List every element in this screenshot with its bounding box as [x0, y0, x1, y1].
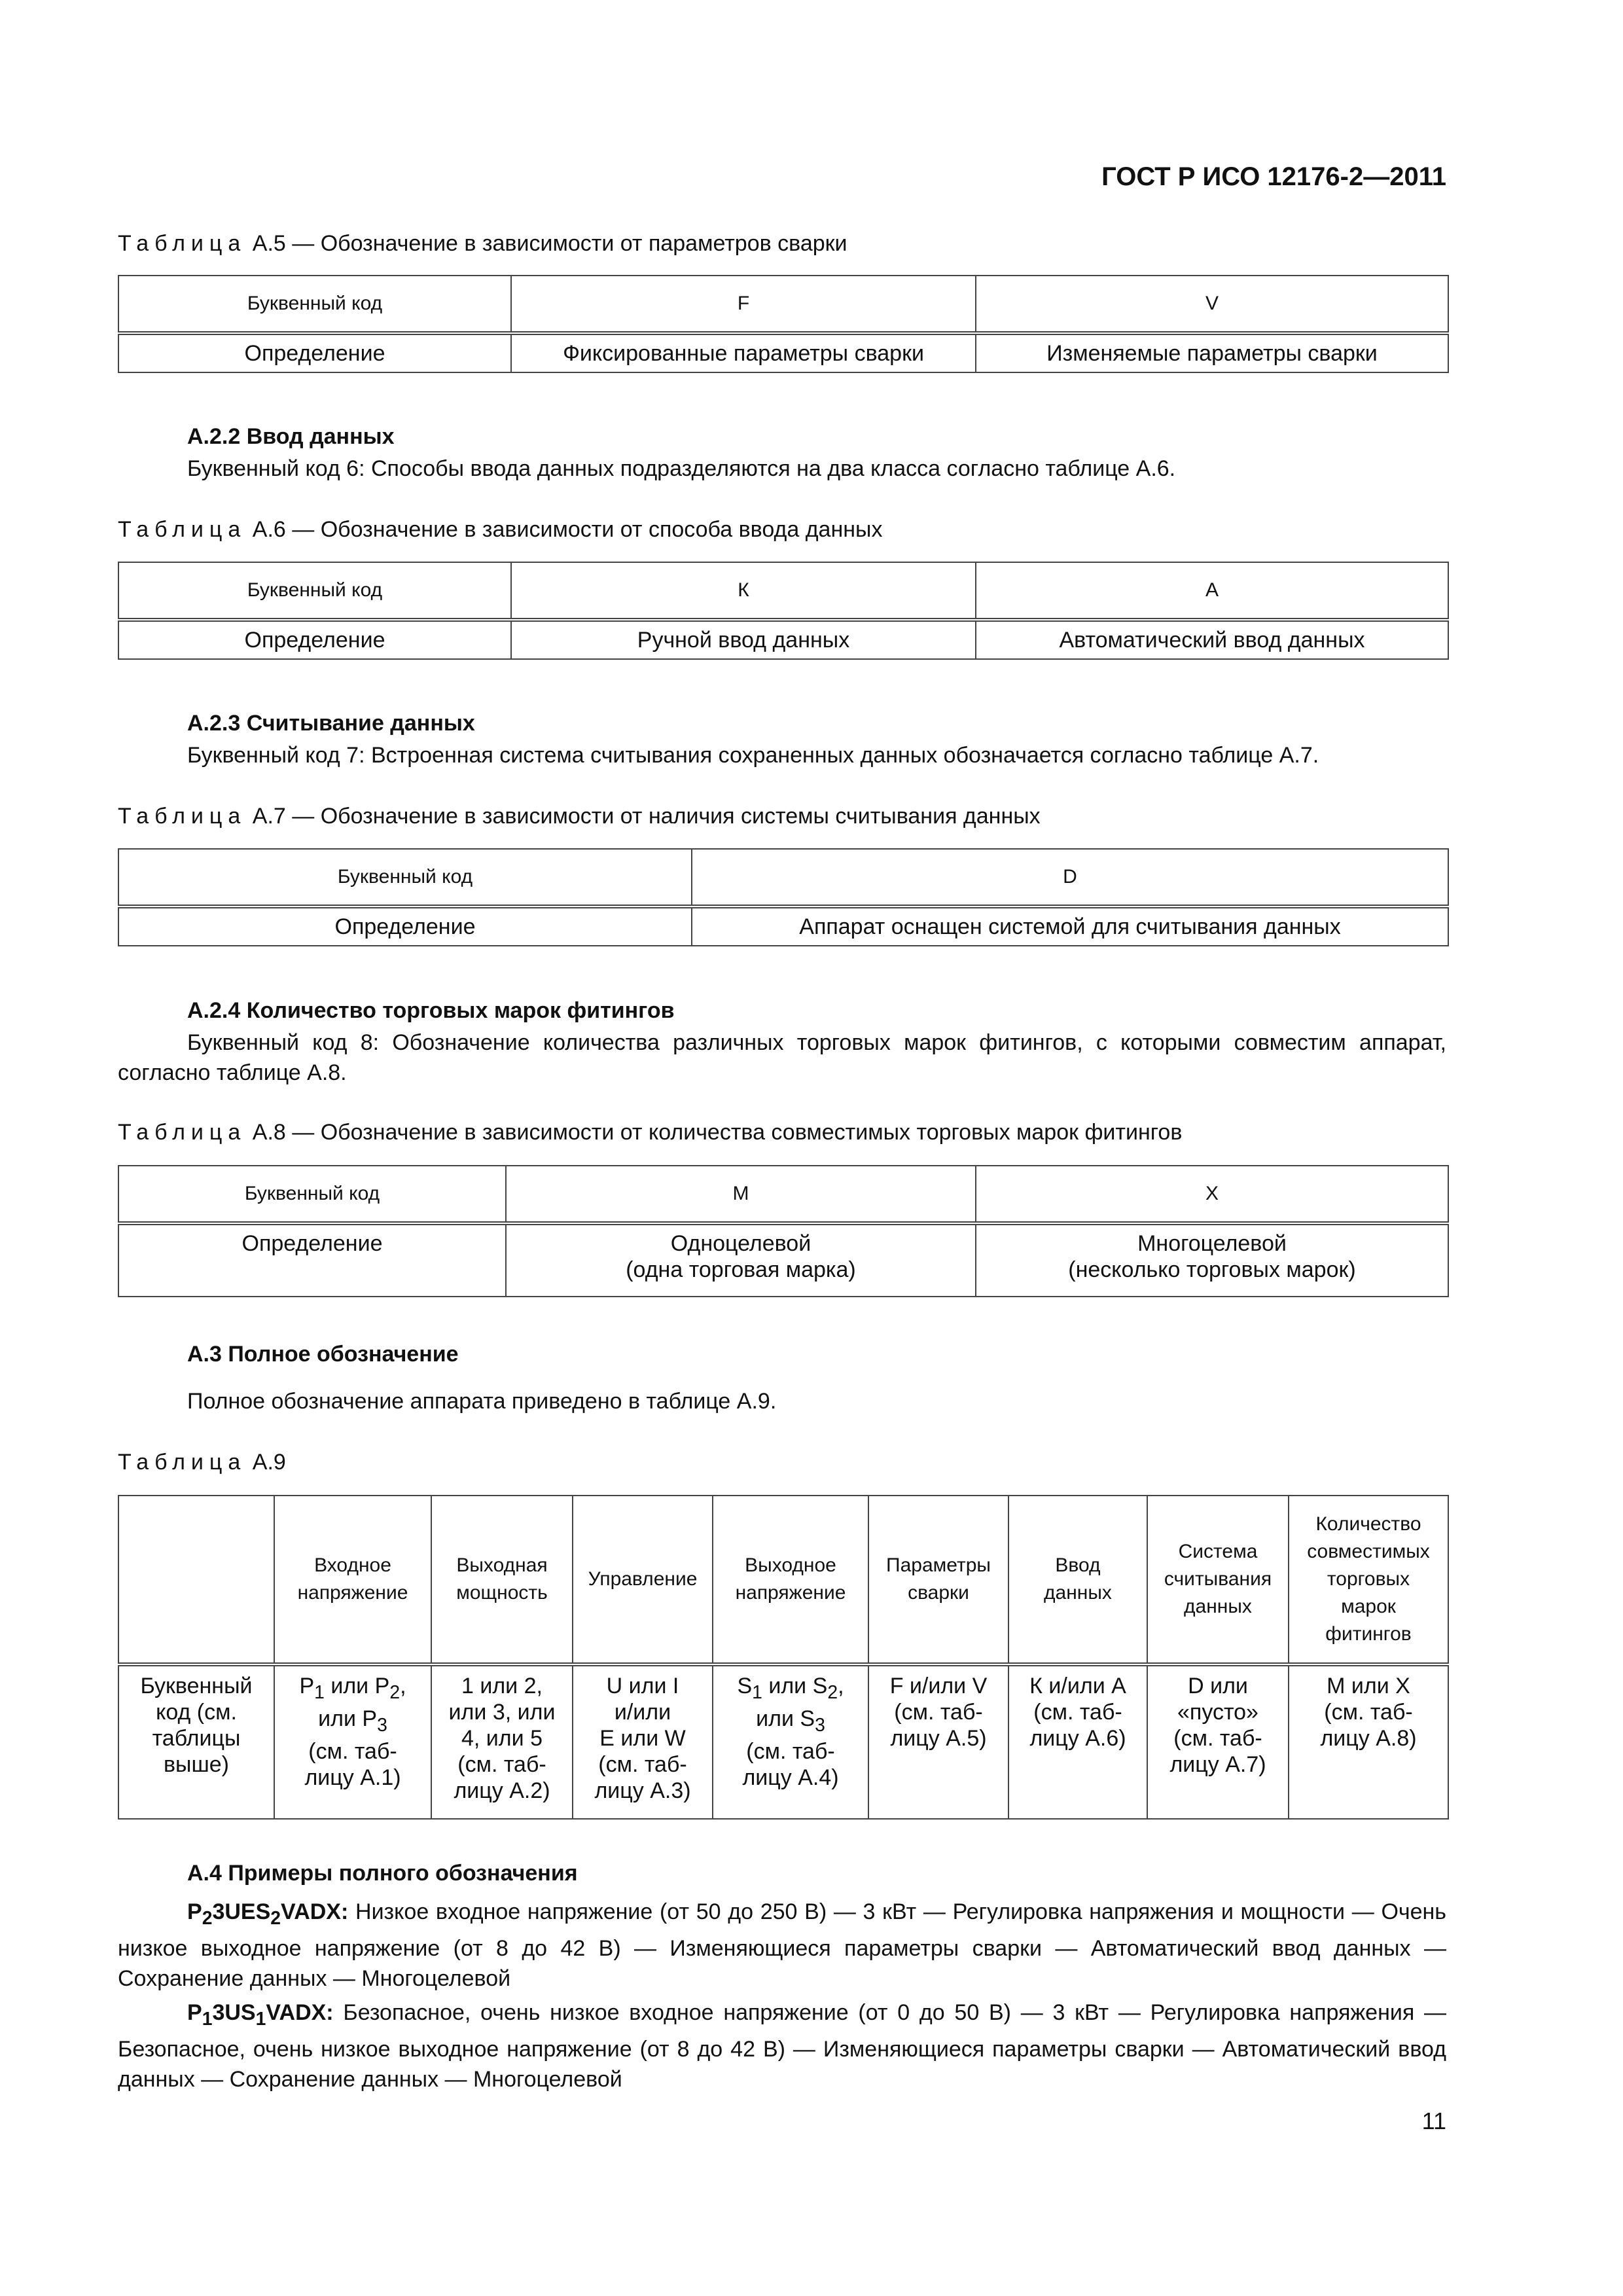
- code-cell: X: [976, 1166, 1448, 1223]
- table-label: Таблица: [118, 517, 247, 542]
- header-line: мощность: [456, 1582, 548, 1604]
- code-part: VADX:: [281, 1899, 349, 1924]
- code-part: 3UES: [212, 1899, 271, 1924]
- cell-line: [717, 1706, 864, 1738]
- cell-line: 1 или 2,: [461, 1674, 543, 1698]
- subscript: 1: [255, 2008, 266, 2030]
- definition-line: (одна торговая марка): [626, 1257, 856, 1282]
- cell-line: [279, 1673, 427, 1706]
- section-heading-a22: А.2.2 Ввод данных: [187, 424, 395, 449]
- table-label: Таблица: [118, 1120, 247, 1145]
- table-a5: [118, 275, 1449, 373]
- cell-text: или Р: [324, 1674, 390, 1698]
- cell-line: и/или: [614, 1700, 671, 1725]
- cell-text: или S: [756, 1706, 815, 1731]
- section-text-a22: Буквенный код 6: Способы ввода данных подразделяются на два класса согласно таблице А.6.: [187, 456, 1176, 481]
- table-label: Таблица: [118, 1450, 247, 1475]
- subscript: 3: [377, 1714, 387, 1736]
- cell-line: «пусто»: [1177, 1700, 1258, 1725]
- definition-cell: [506, 1223, 976, 1297]
- welding-params-cell: [868, 1664, 1008, 1819]
- table-row: [118, 276, 1448, 333]
- header-line: Управление: [588, 1568, 698, 1590]
- section-heading-a23: А.2.3 Считывание данных: [187, 711, 475, 736]
- header-cell: [573, 1496, 713, 1664]
- section-text-a3: Полное обозначение аппарата приведено в таблице А.9.: [187, 1389, 777, 1414]
- header-line: сварки: [908, 1582, 969, 1604]
- subscript: 2: [202, 1907, 213, 1929]
- caption-text: А.6 — Обозначение в зависимости от способа ввода данных: [252, 517, 883, 542]
- subscript: 2: [389, 1681, 401, 1703]
- empty-header-cell: [118, 1496, 274, 1664]
- cell-line: лицу А.1): [304, 1765, 401, 1790]
- designation-code: [187, 1899, 349, 1929]
- definition-line: (несколько торговых марок): [1068, 1257, 1356, 1282]
- table-a9-caption: [118, 1448, 1446, 1477]
- table-row: [118, 562, 1448, 620]
- cell-text: ,: [838, 1674, 844, 1698]
- cell-line: лицу А.2): [454, 1778, 550, 1803]
- cell-line: выше): [163, 1752, 229, 1777]
- table-header-row: [118, 1496, 1448, 1664]
- cell-line: (см. таб-: [1173, 1726, 1262, 1751]
- cell-line: (см. таб-: [894, 1700, 983, 1725]
- code-cell: D: [692, 849, 1448, 906]
- table-row: [118, 1223, 1448, 1297]
- definition-label-cell: Определение: [118, 1223, 506, 1297]
- header-line: Входное: [314, 1554, 391, 1576]
- cell-line: (см. таб-: [1324, 1700, 1413, 1725]
- data-reading-cell: [1147, 1664, 1289, 1819]
- header-line: считывания: [1164, 1568, 1272, 1590]
- caption-text: А.8 — Обозначение в зависимости от количества совместимых торговых марок фитингов: [252, 1120, 1183, 1145]
- table-a8-caption: [118, 1118, 1446, 1147]
- cell-line: (см. таб-: [308, 1738, 397, 1764]
- header-cell: [713, 1496, 868, 1664]
- example-1: [118, 1897, 1446, 1994]
- header-cell: [1008, 1496, 1147, 1664]
- header-cell: [431, 1496, 573, 1664]
- table-row: [118, 620, 1448, 659]
- header-line: фитингов: [1325, 1623, 1412, 1645]
- cell-text: или Р: [318, 1706, 378, 1731]
- designation-code: [187, 2000, 334, 2030]
- code-label-cell: Буквенный код: [118, 1166, 506, 1223]
- header-cell: [868, 1496, 1008, 1664]
- definition-label-cell: Определение: [118, 333, 511, 372]
- cell-line: М или X: [1327, 1674, 1410, 1698]
- cell-line: код (см.: [156, 1700, 237, 1725]
- subscript: 1: [314, 1681, 325, 1703]
- header-line: напряжение: [735, 1582, 846, 1604]
- input-voltage-cell: [274, 1664, 431, 1819]
- definition-cell: Ручной ввод данных: [511, 620, 976, 659]
- cell-line: К и/или А: [1029, 1674, 1126, 1698]
- cell-text: или S: [762, 1674, 828, 1698]
- cell-line: (см. таб-: [457, 1752, 546, 1777]
- example-text: Низкое входное напряжение (от 50 до 250 В) — 3 кВт — Регулировка напряжения и мощности — Очень низкое выходное напряжение (от 8 до 42 В) — Изменяющиеся параметры сварки — Автоматический ввод данных — Сохранение данных — Многоцелевой: [118, 1899, 1446, 1991]
- subscript: 2: [270, 1907, 281, 1929]
- table-a7: [118, 848, 1449, 946]
- definition-cell: [976, 1223, 1448, 1297]
- table-row: [118, 1166, 1448, 1223]
- cell-line: [279, 1706, 427, 1738]
- cell-line: D или: [1188, 1674, 1248, 1698]
- table-a6: [118, 562, 1449, 660]
- header-cell: [274, 1496, 431, 1664]
- header-cell: [1147, 1496, 1289, 1664]
- cell-line: лицу А.5): [890, 1726, 987, 1751]
- paragraph-text: Буквенный код 8: Обозначение количества различных торговых марок фитингов, с которыми совместим аппарат, согласно таблице А.8.: [118, 1030, 1446, 1085]
- cell-line: (см. таб-: [746, 1738, 835, 1764]
- table-row: [118, 906, 1448, 946]
- subscript: 1: [202, 2008, 213, 2030]
- definition-cell: Изменяемые параметры сварки: [976, 333, 1448, 372]
- document-code: ГОСТ Р ИСО 12176-2—2011: [1101, 162, 1446, 191]
- caption-text: А.5 — Обозначение в зависимости от параметров сварки: [252, 231, 847, 256]
- header-line: Количество: [1315, 1513, 1421, 1535]
- header-line: совместимых: [1307, 1541, 1430, 1562]
- cell-line: лицу А.8): [1320, 1726, 1417, 1751]
- definition-label-cell: Определение: [118, 620, 511, 659]
- cell-line: Буквенный: [140, 1674, 253, 1698]
- code-part: P: [187, 1899, 202, 1924]
- code-label-cell: Буквенный код: [118, 276, 511, 333]
- example-2: [118, 1998, 1446, 2094]
- header-line: напряжение: [297, 1582, 408, 1604]
- subscript: 2: [827, 1681, 838, 1703]
- table-row: [118, 1664, 1448, 1819]
- cell-line: лицу А.4): [742, 1765, 839, 1790]
- code-part: 3US: [212, 2000, 256, 2025]
- cell-line: лицу А.6): [1029, 1726, 1126, 1751]
- header-line: торговых: [1327, 1568, 1410, 1590]
- table-a8: [118, 1165, 1449, 1297]
- table-a6-caption: [118, 515, 1446, 544]
- cell-line: лицу А.3): [594, 1778, 691, 1803]
- caption-text: А.7 — Обозначение в зависимости от наличия системы считывания данных: [252, 804, 1041, 829]
- table-label: Таблица: [118, 804, 247, 829]
- cell-line: [717, 1673, 864, 1706]
- header-line: Система: [1178, 1541, 1258, 1562]
- definition-line: Многоцелевой: [1137, 1231, 1287, 1256]
- caption-text: А.9: [252, 1450, 286, 1475]
- header-line: марок: [1341, 1596, 1396, 1617]
- cell-line: (см. таб-: [598, 1752, 687, 1777]
- row-label-cell: [118, 1664, 274, 1819]
- cell-line: лицу А.7): [1169, 1752, 1266, 1777]
- definition-cell: Автоматический ввод данных: [976, 620, 1448, 659]
- table-row: [118, 333, 1448, 372]
- data-input-cell: [1008, 1664, 1147, 1819]
- cell-text: Р: [299, 1674, 315, 1698]
- cell-text: S: [737, 1674, 753, 1698]
- section-heading-a24: А.2.4 Количество торговых марок фитингов: [187, 998, 675, 1023]
- definition-label-cell: Определение: [118, 906, 692, 946]
- subscript: 1: [752, 1681, 762, 1703]
- code-cell: К: [511, 562, 976, 620]
- code-part: P: [187, 2000, 202, 2025]
- header-line: Параметры: [886, 1554, 991, 1576]
- cell-line: или 3, или: [448, 1700, 556, 1725]
- definition-cell: Фиксированные параметры сварки: [511, 333, 976, 372]
- code-cell: А: [976, 562, 1448, 620]
- definition-cell: Аппарат оснащен системой для считывания данных: [692, 906, 1448, 946]
- cell-text: ,: [400, 1674, 406, 1698]
- code-part: VADX:: [266, 2000, 334, 2025]
- section-heading-a4: А.4 Примеры полного обозначения: [187, 1861, 578, 1886]
- example-text: Безопасное, очень низкое входное напряжение (от 0 до 50 В) — 3 кВт — Регулировка напряжения — Безопасное, очень низкое выходное напряжение (от 8 до 42 В) — Изменяющиеся параметры сварки — Автоматический ввод данных — Сохранение данных — Многоцелевой: [118, 2000, 1446, 2092]
- subscript: 3: [815, 1714, 825, 1736]
- header-line: Выходная: [456, 1554, 548, 1576]
- section-text-a23: Буквенный код 7: Встроенная система считывания сохраненных данных обозначается согласно таблице А.7.: [187, 743, 1319, 768]
- output-power-cell: [431, 1664, 573, 1819]
- cell-line: E или W: [599, 1726, 686, 1751]
- table-a9: [118, 1495, 1449, 1820]
- header-line: Выходное: [745, 1554, 836, 1576]
- cell-line: F и/или V: [889, 1674, 988, 1698]
- cell-line: таблицы: [152, 1726, 241, 1751]
- table-label: Таблица: [118, 231, 247, 256]
- code-cell: V: [976, 276, 1448, 333]
- cell-line: (см. таб-: [1033, 1700, 1122, 1725]
- code-label-cell: Буквенный код: [118, 562, 511, 620]
- header-line: данных: [1044, 1582, 1112, 1604]
- table-a7-caption: [118, 802, 1446, 831]
- table-a5-caption: [118, 229, 1446, 258]
- output-voltage-cell: [713, 1664, 868, 1819]
- definition-line: Одноцелевой: [670, 1231, 812, 1256]
- control-cell: [573, 1664, 713, 1819]
- header-cell: [1289, 1496, 1448, 1664]
- section-text-a24: [118, 1028, 1446, 1088]
- code-label-cell: Буквенный код: [118, 849, 692, 906]
- code-cell: М: [506, 1166, 976, 1223]
- brands-cell: [1289, 1664, 1448, 1819]
- header-line: Ввод: [1055, 1554, 1101, 1576]
- code-cell: F: [511, 276, 976, 333]
- cell-line: 4, или 5: [461, 1726, 543, 1751]
- table-row: [118, 849, 1448, 906]
- header-line: данных: [1184, 1596, 1252, 1617]
- cell-line: U или I: [606, 1674, 679, 1698]
- page-number: 11: [1421, 2108, 1446, 2134]
- section-heading-a3: А.3 Полное обозначение: [187, 1342, 459, 1367]
